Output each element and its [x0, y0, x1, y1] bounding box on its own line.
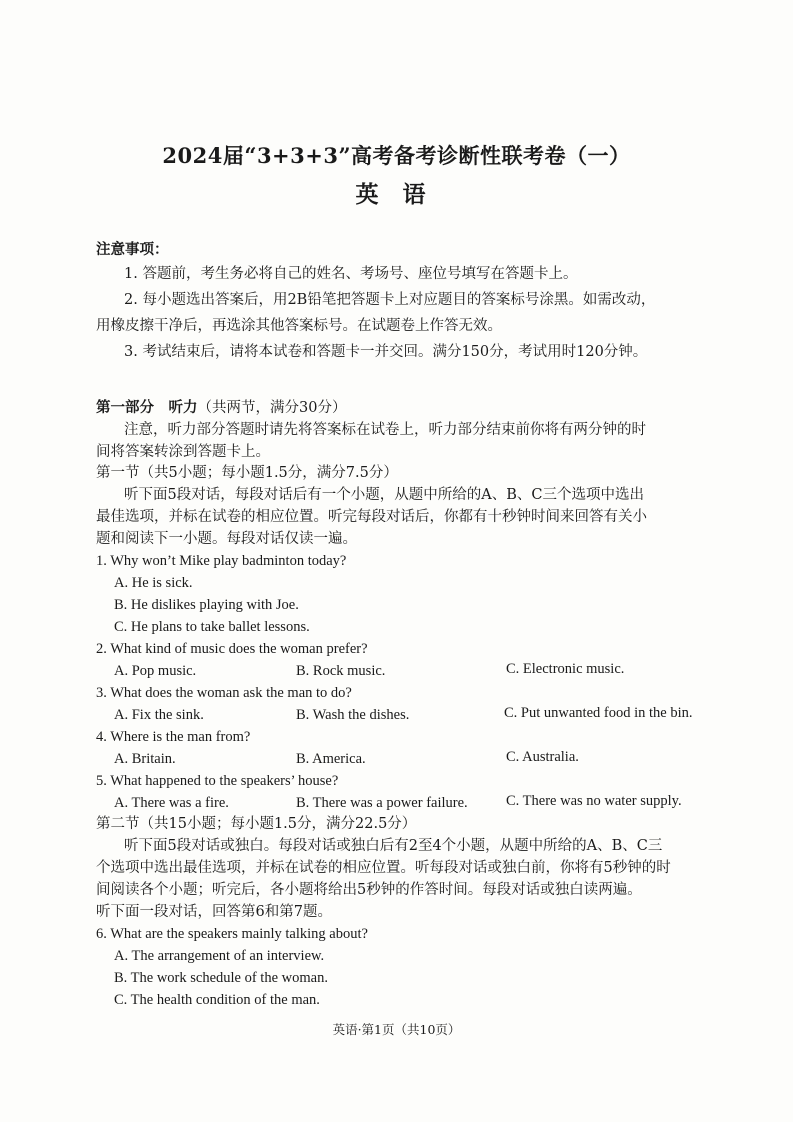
option-a: A. Britain. — [114, 751, 176, 767]
notice-line: 1. 答题前，考生务必将自己的姓名、考场号、座位号填写在答题卡上。 — [124, 266, 578, 282]
question-4: 4. Where is the man from? — [96, 729, 251, 745]
option-b: B. Wash the dishes. — [296, 707, 410, 723]
option-b: B. America. — [296, 751, 366, 767]
option-a: A. There was a fire. — [114, 795, 229, 811]
option-b: B. Rock music. — [296, 663, 386, 679]
part1-heading-bold: 第一部分 听力 — [96, 399, 198, 416]
part1-heading — [96, 397, 346, 419]
section1-heading: 第一节（共5小题；每小题1.5分，满分7.5分） — [96, 465, 398, 481]
option-c: C. He plans to take ballet lessons. — [114, 619, 310, 635]
notice-line: 3. 考试结束后，请将本试卷和答题卡一并交回。满分150分，考试用时120分钟。 — [124, 344, 648, 360]
option-b: B. The work schedule of the woman. — [114, 970, 328, 986]
section2-sub: 听下面一段对话，回答第6和第7题。 — [96, 904, 332, 920]
exam-title: 2024届“3+3+3”高考备考诊断性联考卷（一） — [162, 143, 631, 168]
section2-intro: 听下面5段对话或独白。每段对话或独白后有2至4个小题，从题中所给的A、B、C三 — [124, 838, 663, 854]
option-c: C. Put unwanted food in the bin. — [504, 705, 693, 721]
notice-line: 用橡皮擦干净后，再选涂其他答案标号。在试题卷上作答无效。 — [96, 318, 502, 334]
option-c: C. Australia. — [506, 749, 579, 765]
part1-intro: 间将答案转涂到答题卡上。 — [96, 444, 270, 460]
question-3: 3. What does the woman ask the man to do? — [96, 685, 352, 701]
option-a: A. He is sick. — [114, 575, 193, 591]
notice-heading: 注意事项： — [96, 241, 169, 258]
section1-intro: 题和阅读下一小题。每段对话仅读一遍。 — [96, 531, 357, 547]
option-b: B. He dislikes playing with Joe. — [114, 597, 299, 613]
section2-intro: 个选项中选出最佳选项，并标在试卷的相应位置。听每段对话或独白前，你将有5秒钟的时 — [96, 860, 671, 876]
section1-intro: 最佳选项，并标在试卷的相应位置。听完每段对话后，你都有十秒钟时间来回答有关小 — [96, 509, 647, 525]
option-b: B. There was a power failure. — [296, 795, 468, 811]
option-a: A. Fix the sink. — [114, 707, 204, 723]
question-1: 1. Why won’t Mike play badminton today? — [96, 553, 347, 569]
question-5: 5. What happened to the speakers’ house? — [96, 773, 339, 789]
section2-heading: 第二节（共15小题；每小题1.5分，满分22.5分） — [96, 816, 417, 832]
option-a: A. The arrangement of an interview. — [114, 948, 325, 964]
section2-intro: 间阅读各个小题；听完后，各小题将给出5秒钟的作答时间。每段对话或独白读两遍。 — [96, 882, 642, 898]
option-a: A. Pop music. — [114, 663, 197, 679]
page-footer: 英语·第1页（共10页） — [332, 1022, 461, 1037]
part1-heading-rest: （共两节，满分30分） — [197, 400, 347, 416]
option-c: C. There was no water supply. — [506, 793, 682, 809]
option-c: C. Electronic music. — [506, 661, 625, 677]
option-c: C. The health condition of the man. — [114, 992, 320, 1008]
notice-line: 2. 每小题选出答案后，用2B铅笔把答题卡上对应题目的答案标号涂黑。如需改动， — [124, 292, 656, 308]
section1-intro: 听下面5段对话，每段对话后有一个小题，从题中所给的A、B、C三个选项中选出 — [124, 487, 644, 503]
part1-intro: 注意，听力部分答题时请先将答案标在试卷上，听力部分结束前你将有两分钟的时 — [124, 422, 646, 438]
question-6: 6. What are the speakers mainly talking about? — [96, 926, 368, 942]
subject-title: 英语 — [355, 181, 450, 208]
question-2: 2. What kind of music does the woman prefer? — [96, 641, 368, 657]
